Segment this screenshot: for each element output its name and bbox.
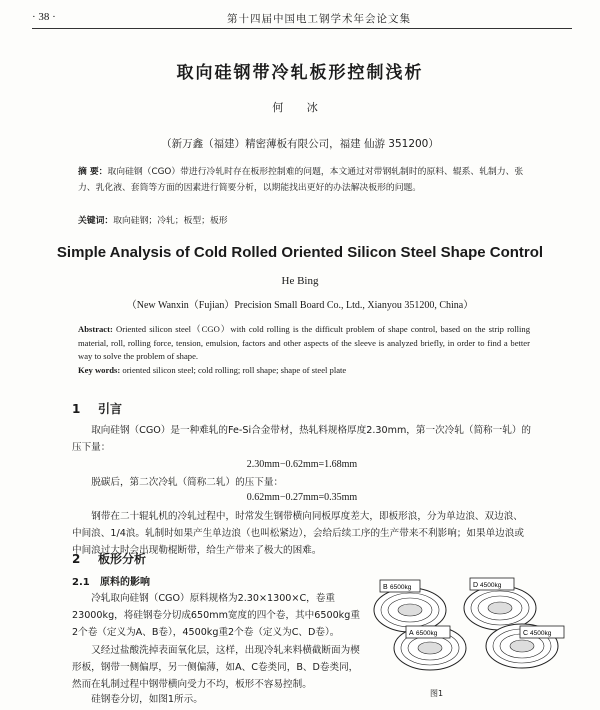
subsection-2-1-paragraph-3: 硅钢卷分切，如图1所示。 [91, 694, 203, 705]
section-1-paragraph-2: 脱碳后，第二次冷轧（简称二轧）的压下量： [91, 477, 284, 488]
section-1-heading [72, 400, 122, 417]
section-1-number: 1 [72, 402, 81, 416]
coil-a [394, 626, 466, 670]
subsection-2-1-title: 原料的影响 [100, 577, 150, 588]
author-en: He Bing [281, 275, 319, 287]
coil-d [464, 578, 536, 630]
coil-c-weight: 4500kg [530, 630, 552, 637]
journal-title: 第十四届中国电工钢学术年会论文集 [227, 13, 411, 25]
figure-1-coils [370, 570, 570, 690]
coil-c [486, 624, 564, 668]
coil-d-letter: D [473, 582, 479, 589]
coil-a-letter: A [409, 630, 414, 637]
equation-2: 0.62mm−0.27mm=0.35mm [246, 492, 358, 503]
section-1-paragraph-3: 钢带在二十辊轧机的冷轧过程中，时常发生钢带横向同板厚度差大，即板形浪，分为单边浪、双边浪、中间浪、1/4浪。轧制时如果产生单边浪（也叫松紧边），会给后续工序的生产带来不利影响；如果单边浪或中间浪过大时会出现勒棍断带，给生产带来了极大的困难。 [72, 511, 524, 556]
header-rule [32, 28, 572, 29]
section-1-paragraph-1: 取向硅钢（CGO）是一种难轧的Fe-Si合金带材，热轧料规格厚度2.30mm，第一次冷轧（简称一轧）的压下量： [72, 425, 532, 453]
subsection-2-1-heading [72, 573, 150, 588]
page-number: · 38 · [32, 11, 56, 23]
abstract-en [78, 323, 530, 364]
coil-d-weight: 4500kg [480, 582, 502, 589]
abstract-zh [78, 165, 528, 196]
section-2-number: 2 [72, 552, 81, 566]
keywords-en-label: Key words: [78, 365, 121, 375]
equation-1: 2.30mm−0.62mm=1.68mm [246, 459, 358, 470]
paper-title-en: Simple Analysis of Cold Rolled Oriented Silicon Steel Shape Control [56, 244, 544, 261]
section-2-title: 板形分析 [98, 552, 147, 566]
abstract-en-text: Oriented silicon steel（CGO）with cold rolling is the difficult problem of shape control, based on the strip rolling material, roll, rolling force, tension, emulsion, factors and other aspects of the sleeve is analyzed briefly, in order to find a better way to solve the problem of shape. [78, 324, 530, 361]
abstract-zh-text: 取向硅钢（CGO）带进行冷轧时存在板形控制难的问题，本文通过对带钢轧制时的原料、辊系、轧制力、张力、乳化液、套筒等方面的因素进行简要分析，以期能找出更好的办法解决板形的问题。 [78, 167, 524, 193]
coil-a-weight: 6500kg [416, 630, 438, 637]
figure-1-caption: 图1 [430, 689, 444, 698]
running-header [32, 8, 572, 30]
paper-title-zh: 取向硅钢带冷轧板形控制浅析 [176, 63, 424, 83]
affiliation-zh: （新万鑫（福建）精密薄板有限公司，福建 仙游 351200） [161, 138, 439, 150]
affiliation-en: （New Wanxin（Fujian）Precision Small Board Co., Ltd., Xianyou 351200, China） [126, 300, 474, 311]
coil-b-weight: 6500kg [390, 584, 412, 591]
keywords-zh-label: 关键词： [78, 216, 114, 226]
subsection-2-1-paragraph-2: 又经过盐酸洗掉表面氧化层，这样，出现冷轧来料横截断面为楔形板，钢带一侧偏厚，另一侧偏薄，如A、C卷类同，B、D卷类同，然而在轧制过程中钢带横向受力不均，板形不容易控制。 [72, 645, 360, 690]
subsection-2-1-number: 2.1 [72, 577, 90, 588]
keywords-en [78, 365, 346, 375]
subsection-2-1-paragraph-1: 冷轧取向硅钢（CGO）原料规格为2.30×1300×C，卷重23000kg，将硅钢卷分切成650mm宽度的四个卷，其中6500kg重2个卷（定义为A、B卷），4500kg重2个卷（定义为C、D卷）。 [72, 593, 360, 638]
keywords-en-text: oriented silicon steel; cold rolling; roll shape; shape of steel plate [120, 365, 347, 375]
abstract-en-label: Abstract: [78, 324, 113, 334]
keywords-zh [78, 213, 228, 226]
author-zh: 何 冰 [272, 101, 328, 114]
section-2-heading [72, 550, 146, 567]
section-1-title: 引言 [98, 402, 123, 416]
abstract-zh-label: 摘 要： [78, 167, 108, 177]
keywords-zh-text: 取向硅钢；冷轧；板型；板形 [113, 216, 228, 226]
coil-b-letter: B [383, 584, 388, 591]
coil-b [374, 580, 446, 632]
coil-c-letter: C [523, 630, 529, 637]
